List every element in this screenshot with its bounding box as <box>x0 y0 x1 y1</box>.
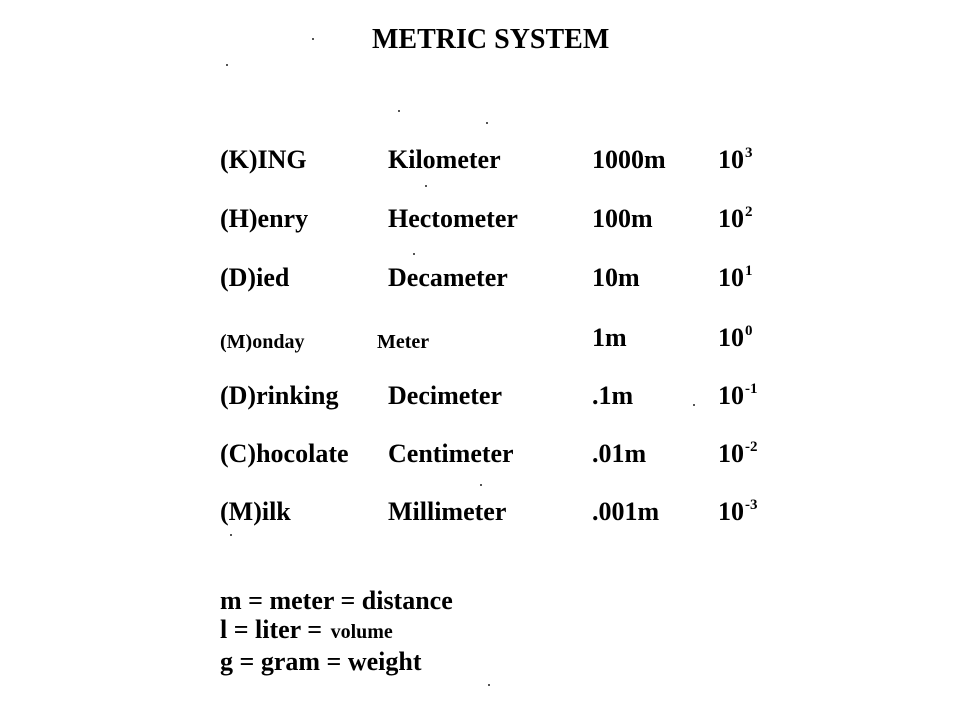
page-title: METRIC SYSTEM <box>372 24 610 55</box>
scan-speck <box>693 404 695 406</box>
legend-liter <box>220 615 453 647</box>
mnemonic-word: (D)ied <box>220 263 290 292</box>
power-base: 10 <box>718 381 744 410</box>
power-exponent: 0 <box>745 323 753 339</box>
power-of-ten <box>718 438 758 474</box>
abbreviation-legend <box>220 586 453 676</box>
power-base: 10 <box>718 439 744 468</box>
table-row <box>0 438 960 478</box>
scan-speck <box>312 38 314 40</box>
mnemonic-word: (M)onday <box>220 331 305 353</box>
power-base: 10 <box>718 263 744 292</box>
scan-speck <box>425 185 427 187</box>
unit-value: 1000m <box>592 145 666 174</box>
unit-name: Meter <box>377 331 430 353</box>
unit-value: .1m <box>592 381 634 410</box>
scan-speck <box>413 253 415 255</box>
power-of-ten <box>718 144 753 180</box>
scan-speck <box>226 64 228 66</box>
unit-value: .001m <box>592 497 660 526</box>
legend-liter-word: volume <box>330 621 393 643</box>
power-of-ten <box>718 203 753 239</box>
power-of-ten <box>718 496 758 532</box>
unit-value: 100m <box>592 204 653 233</box>
scan-speck <box>488 684 490 686</box>
power-base: 10 <box>718 323 744 352</box>
unit-name: Centimeter <box>388 439 514 468</box>
power-base: 10 <box>718 204 744 233</box>
legend-meter: m = meter = distance <box>220 586 453 615</box>
table-row <box>0 322 960 362</box>
power-of-ten <box>718 380 758 416</box>
table-row <box>0 496 960 536</box>
power-exponent: -3 <box>745 497 758 513</box>
table-row <box>0 380 960 420</box>
legend-liter-main: l = liter = <box>220 615 323 644</box>
power-exponent: -1 <box>745 381 758 397</box>
unit-name: Hectometer <box>388 204 518 233</box>
scan-speck <box>480 484 482 486</box>
mnemonic-word: (K)ING <box>220 145 307 174</box>
unit-name: Kilometer <box>388 145 501 174</box>
table-row <box>0 203 960 243</box>
power-exponent: 3 <box>745 145 753 161</box>
power-of-ten <box>718 262 753 298</box>
table-row <box>0 144 960 184</box>
power-base: 10 <box>718 145 744 174</box>
unit-name: Decameter <box>388 263 508 292</box>
scan-speck <box>486 122 488 124</box>
mnemonic-word: (M)ilk <box>220 497 291 526</box>
unit-name: Decimeter <box>388 381 503 410</box>
mnemonic-word: (C)hocolate <box>220 439 349 468</box>
unit-value: 1m <box>592 323 627 352</box>
power-of-ten <box>718 322 753 358</box>
table-row <box>0 262 960 302</box>
power-exponent: -2 <box>745 439 758 455</box>
unit-value: .01m <box>592 439 647 468</box>
scan-speck <box>398 110 400 112</box>
mnemonic-word: (D)rinking <box>220 381 339 410</box>
unit-value: 10m <box>592 263 640 292</box>
power-exponent: 1 <box>745 263 753 279</box>
power-base: 10 <box>718 497 744 526</box>
scan-speck <box>230 534 232 536</box>
legend-gram: g = gram = weight <box>220 647 422 676</box>
unit-name: Millimeter <box>388 497 507 526</box>
mnemonic-word: (H)enry <box>220 204 309 233</box>
power-exponent: 2 <box>745 204 753 220</box>
